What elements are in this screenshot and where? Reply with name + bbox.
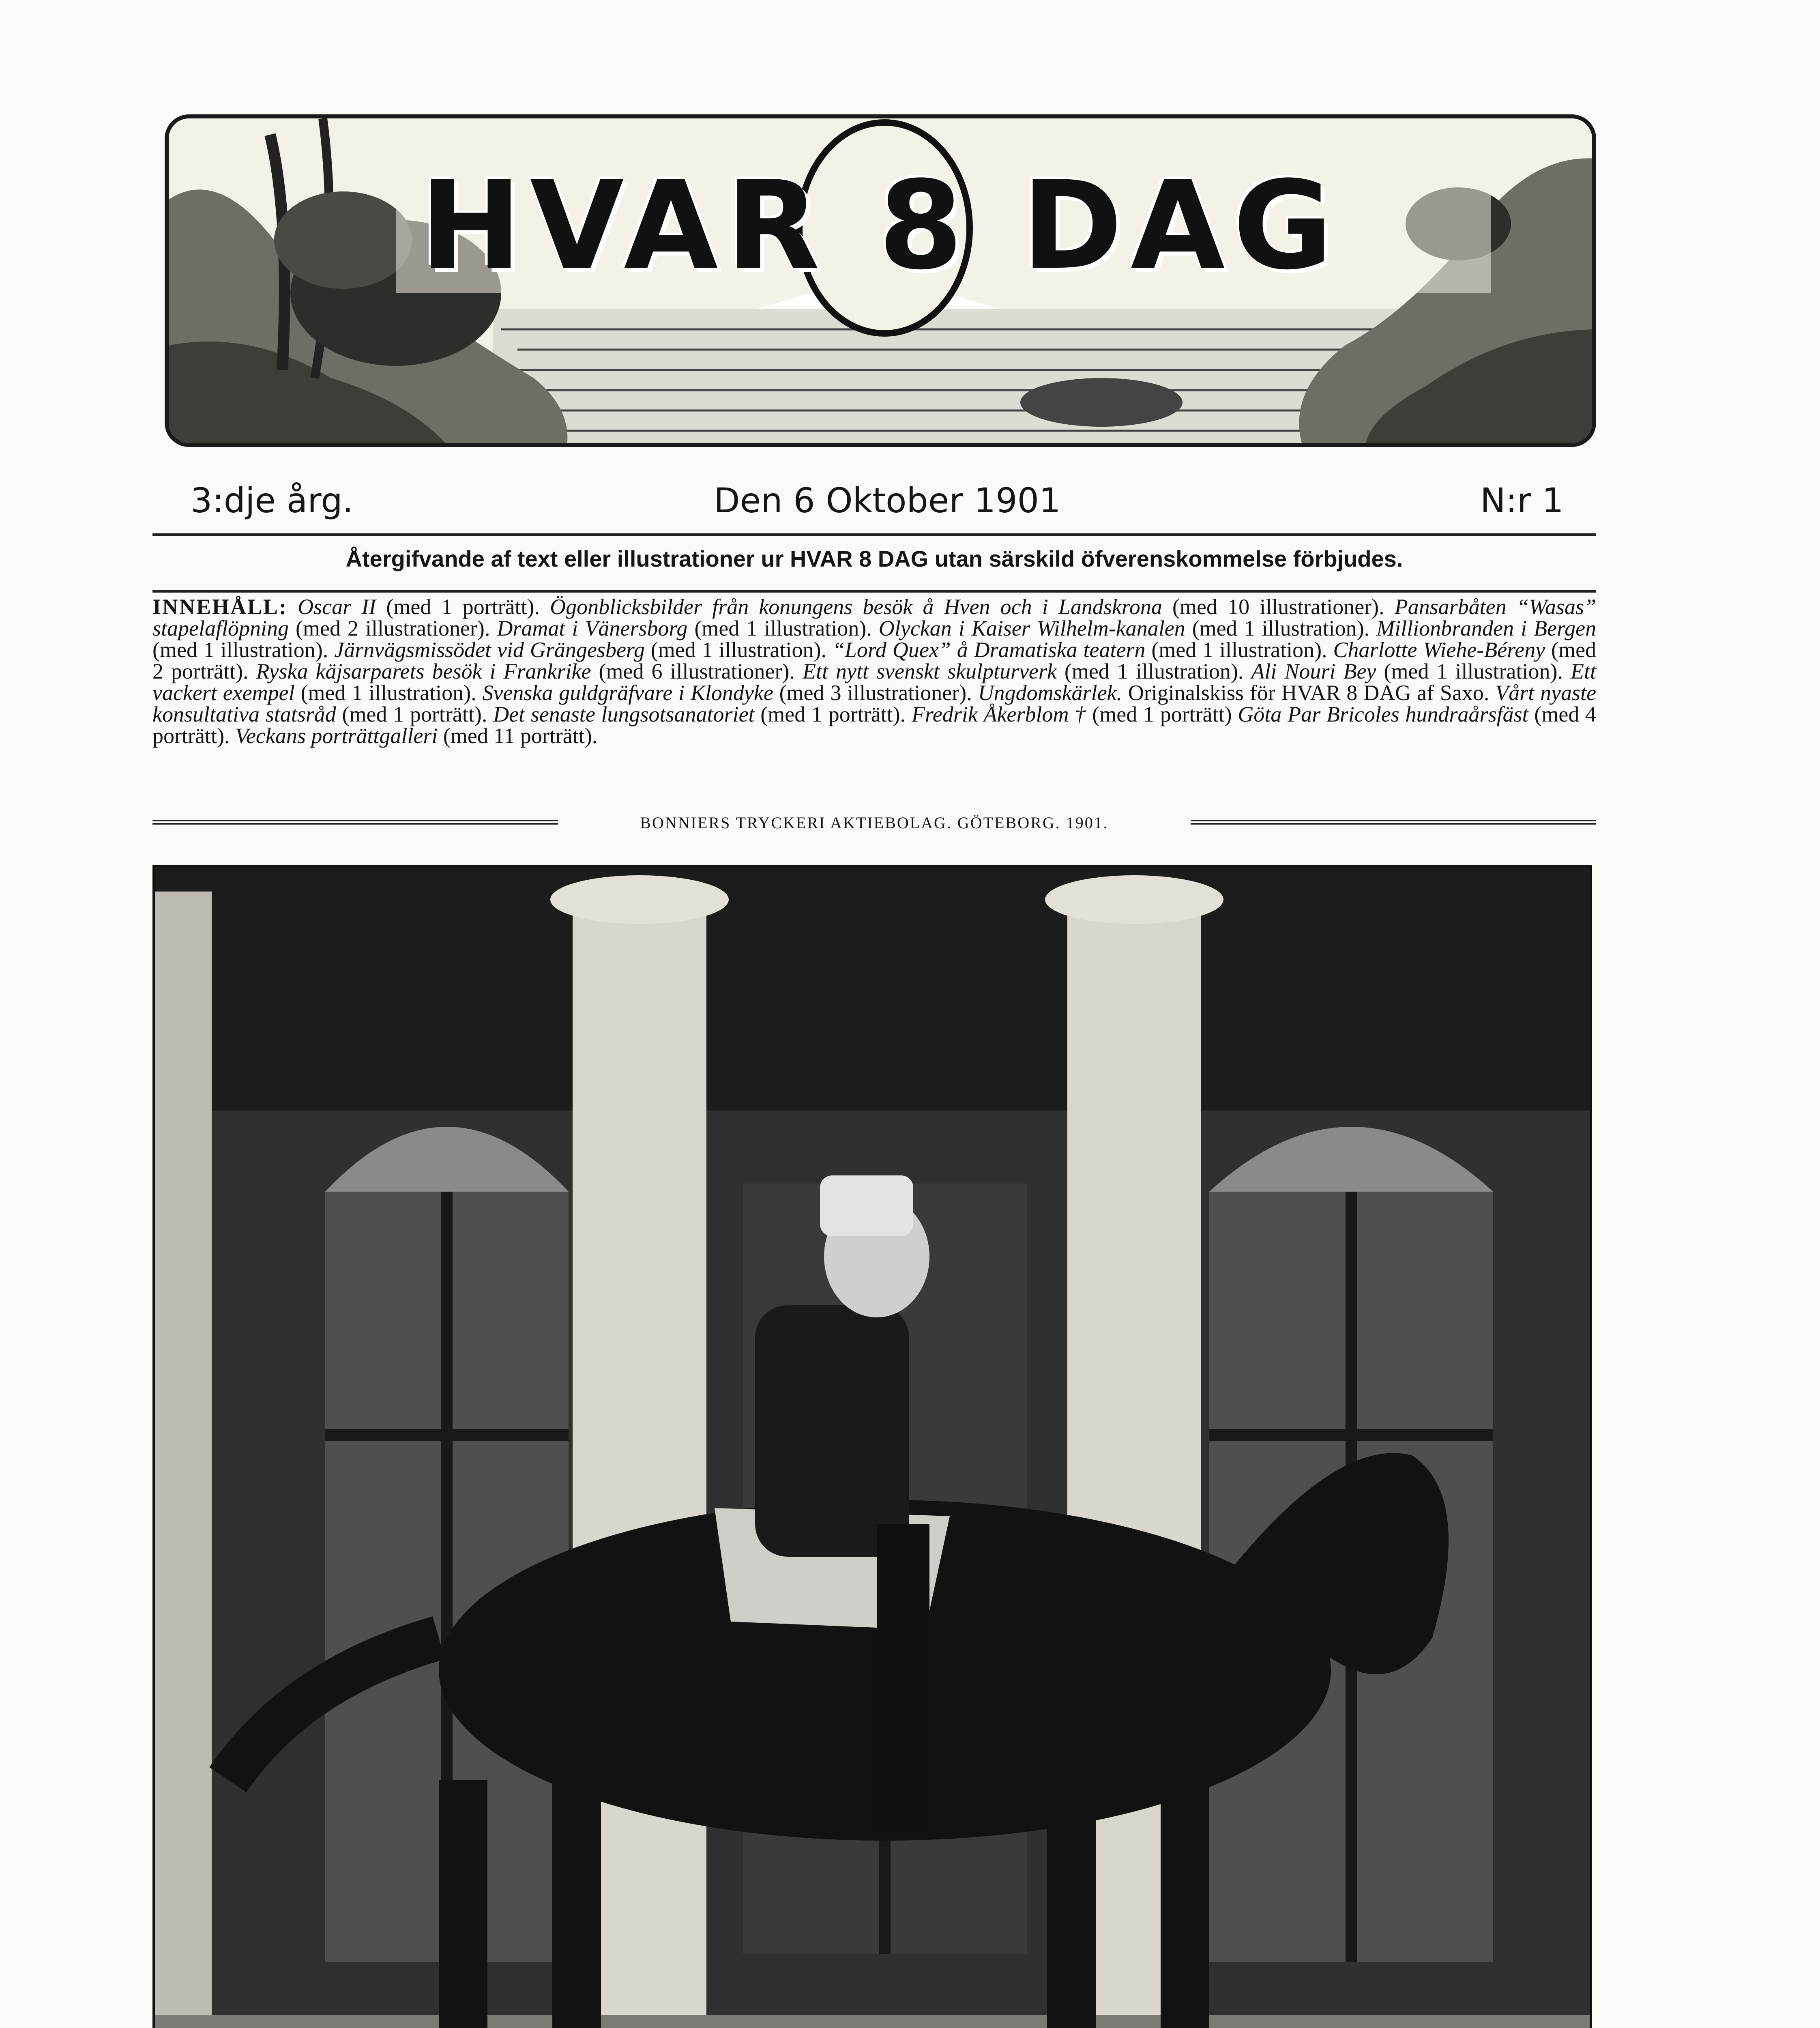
contents-item-note: (med 6 illustrationer). — [599, 659, 795, 683]
contents-item-note: (med 1 illustration). — [1151, 638, 1327, 662]
contents-item-note: (med 2 illustrationer). — [296, 616, 490, 640]
contents-item-note: (med 1 illustration). — [152, 638, 328, 662]
contents-item-title: Det senaste lungsotsanatoriet — [493, 702, 755, 726]
contents-item-note: (med 1 illustration). — [1384, 659, 1563, 683]
contents-item-title: Ett nytt svenskt skulpturverk — [802, 659, 1057, 683]
contents-item-note: (med 1 porträtt) — [1092, 702, 1232, 726]
contents-item-title: Ryska käjsarparets besök i Frankrike — [256, 659, 591, 683]
contents-item-note: (med 1 illustration). — [300, 681, 476, 705]
masthead-title: HVAR 8 DAG — [420, 155, 1341, 296]
royal-portrait-photo — [152, 865, 1592, 2028]
contents-item-title: Ungdomskärlek. — [978, 681, 1122, 705]
contents-item-note: (med 10 illustrationer). — [1172, 595, 1384, 619]
contents-item-note: (med 1 illustration). — [1064, 659, 1244, 683]
contents-item-title: Fredrik Åkerblom † — [911, 702, 1086, 726]
divider-rule — [152, 590, 1596, 593]
contents-item-title: Ett vackert exempel — [152, 659, 1596, 705]
issue-date: Den 6 Oktober 1901 — [714, 481, 1061, 520]
contents-item-title: Charlotte Wiehe-Béreny — [1333, 638, 1545, 662]
contents-item-title: Veckans porträttgalleri — [235, 724, 438, 748]
contents-item-title: Oscar II — [298, 595, 376, 619]
divider-rule — [152, 533, 1596, 536]
contents-item-title: Dramat i Vänersborg — [497, 616, 688, 640]
table-of-contents — [152, 596, 1596, 747]
contents-item-title: Ali Nouri Bey — [1251, 659, 1376, 683]
contents-label: INNEHÅLL: — [152, 595, 288, 619]
volume-label: 3:dje årg. — [191, 481, 354, 520]
contents-item-note: (med 1 porträtt). — [760, 702, 906, 726]
contents-item-title: Millionbranden i Bergen — [1376, 616, 1597, 640]
king-on-horse-photograph — [155, 867, 1590, 2028]
contents-item-note: (med 1 porträtt). — [342, 702, 487, 726]
contents-item-note: (med 1 illustration). — [1192, 616, 1370, 640]
contents-item-title: Svenska guldgräfvare i Klondyke — [482, 681, 773, 705]
contents-item-note: (med 1 porträtt). — [386, 595, 540, 619]
contents-item-title: Göta Par Bricoles hundraårsfäst — [1238, 702, 1528, 726]
contents-item-note: (med 3 illustrationer). — [779, 681, 972, 705]
contents-item-title: Järnvägsmissödet vid Grängesberg — [334, 638, 645, 662]
contents-item-note: (med 1 illustration). — [650, 638, 826, 662]
contents-item-title: Olyckan i Kaiser Wilhelm-kanalen — [878, 616, 1185, 640]
copyright-notice: Återgifvande af text eller illustrationer ur HVAR 8 DAG utan särskild öfverenskommelse förbjudes. — [346, 546, 1403, 571]
printer-line — [152, 813, 1596, 834]
masthead-banner — [165, 114, 1596, 447]
contents-item-note: (med 1 illustration). — [694, 616, 872, 640]
contents-item-title: “Lord Quex” å Dramatiska teatern — [832, 638, 1146, 662]
contents-item-title: Pansarbåten “Wasas” stapelaflöpning — [152, 595, 1597, 640]
issue-number: N:r 1 — [1480, 481, 1564, 520]
contents-item-note: (med 11 porträtt). — [443, 724, 598, 748]
printer-imprint: BONNIERS TRYCKERI AKTIEBOLAG. GÖTEBORG. 1901. — [640, 814, 1109, 832]
contents-item-title: Ögonblicksbilder från konungens besök å Hven och i Landskrona — [550, 595, 1162, 619]
contents-item-note: (med 4 porträtt). — [152, 702, 1597, 748]
contents-item-title: Vårt nyaste konsultativa statsråd — [152, 681, 1597, 726]
contents-item-note: Originalskiss för HVAR 8 DAG af Saxo. — [1128, 681, 1489, 705]
contents-item-note: (med 2 porträtt). — [152, 638, 1597, 683]
